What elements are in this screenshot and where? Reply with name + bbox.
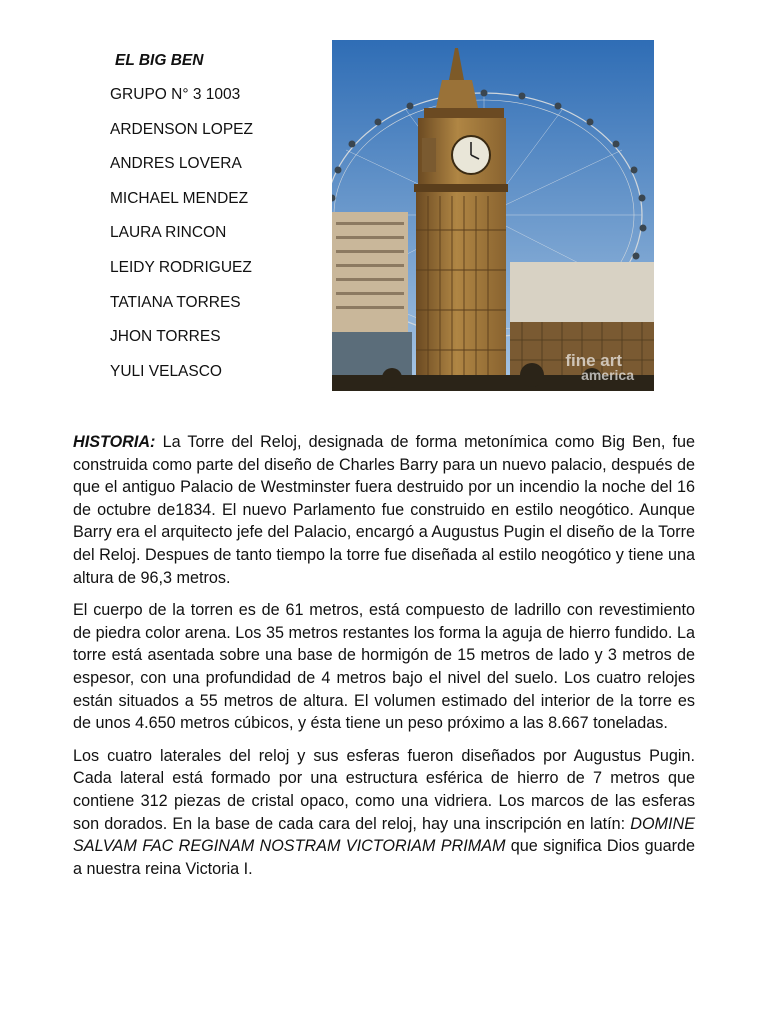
member-name: TATIANA TORRES (110, 293, 241, 311)
paragraph-history (73, 431, 695, 589)
document-title: EL BIG BEN (115, 52, 204, 69)
group-number: GRUPO N° 3 1003 (110, 86, 241, 103)
watermark-line-2: america (581, 367, 634, 383)
member-name: MICHAEL MENDEZ (110, 189, 249, 207)
member-name: YULI VELASCO (110, 362, 222, 380)
section-label: HISTORIA: (73, 433, 156, 451)
paragraph-structure: El cuerpo de la torren es de 61 metros, está compuesto de ladrillo con revestimiento de piedra color arena. Los 35 metros restantes los forma la aguja de hierro fundido. La torre está asentada sobre una base de hormigón de 15 metros de lado y 3 metros de espesor, con una profundidad de 4 metros bajo el nivel del suelo. Los cuatro relojes están situados a 55 metros de altura. El volumen estimado del interior de la torre es de unos 4.650 metros cúbicos, y ésta tiene un peso próximo a las 8.667 toneladas. (73, 601, 695, 733)
member-name: LEIDY RODRIGUEZ (110, 258, 252, 276)
big-ben-photo (332, 40, 654, 391)
latin-inscription: DOMINE SALVAM FAC REGINAM NOSTRAM VICTORIAM PRIMAM (73, 814, 695, 856)
member-name: ARDENSON LOPEZ (110, 120, 253, 138)
member-name: LAURA RINCON (110, 224, 227, 242)
member-name: JHON TORRES (110, 328, 221, 346)
member-name: ANDRES LOVERA (110, 155, 242, 173)
paragraph-text: La Torre del Reloj, designada de forma metonímica como Big Ben, fue construida como parte del diseño de Charles Barry para un nuevo palacio, después de que el antiguo Palacio de Westminster fuera destruido por un incendio la noche del 16 de octubre de1834. El nuevo Parlamento fue construido en estilo neogótico. Aunque Barry era el arquitecto jefe del Palacio, encargó a Augustus Pugin el diseño de la Torre del Reloj. Despues de tanto tiempo la torre fue diseñada al estilo neogótico y tiene una altura de 96,3 metros. (73, 433, 695, 587)
paragraph-text: que significa Dios guarde a nuestra reina Victoria I. (73, 837, 695, 878)
paragraph-clocks (73, 745, 695, 881)
left-building (332, 212, 408, 332)
watermark-line-1: fine art (565, 351, 622, 370)
big-ben-illustration (332, 40, 654, 391)
scaffold-cover (510, 262, 654, 324)
article-body (73, 431, 695, 890)
paragraph-text: Los cuatro laterales del reloj y sus esferas fueron diseñados por Augustus Pugin. Cada lateral está formado por una estructura esférica de hierro de 7 metros que contiene 312 piezas de cristal opaco, como una vidriera. Los marcos de las esferas son dorados. En la base de cada cara del reloj, hay una inscripción en latín: (73, 746, 695, 833)
group-info (110, 48, 320, 393)
